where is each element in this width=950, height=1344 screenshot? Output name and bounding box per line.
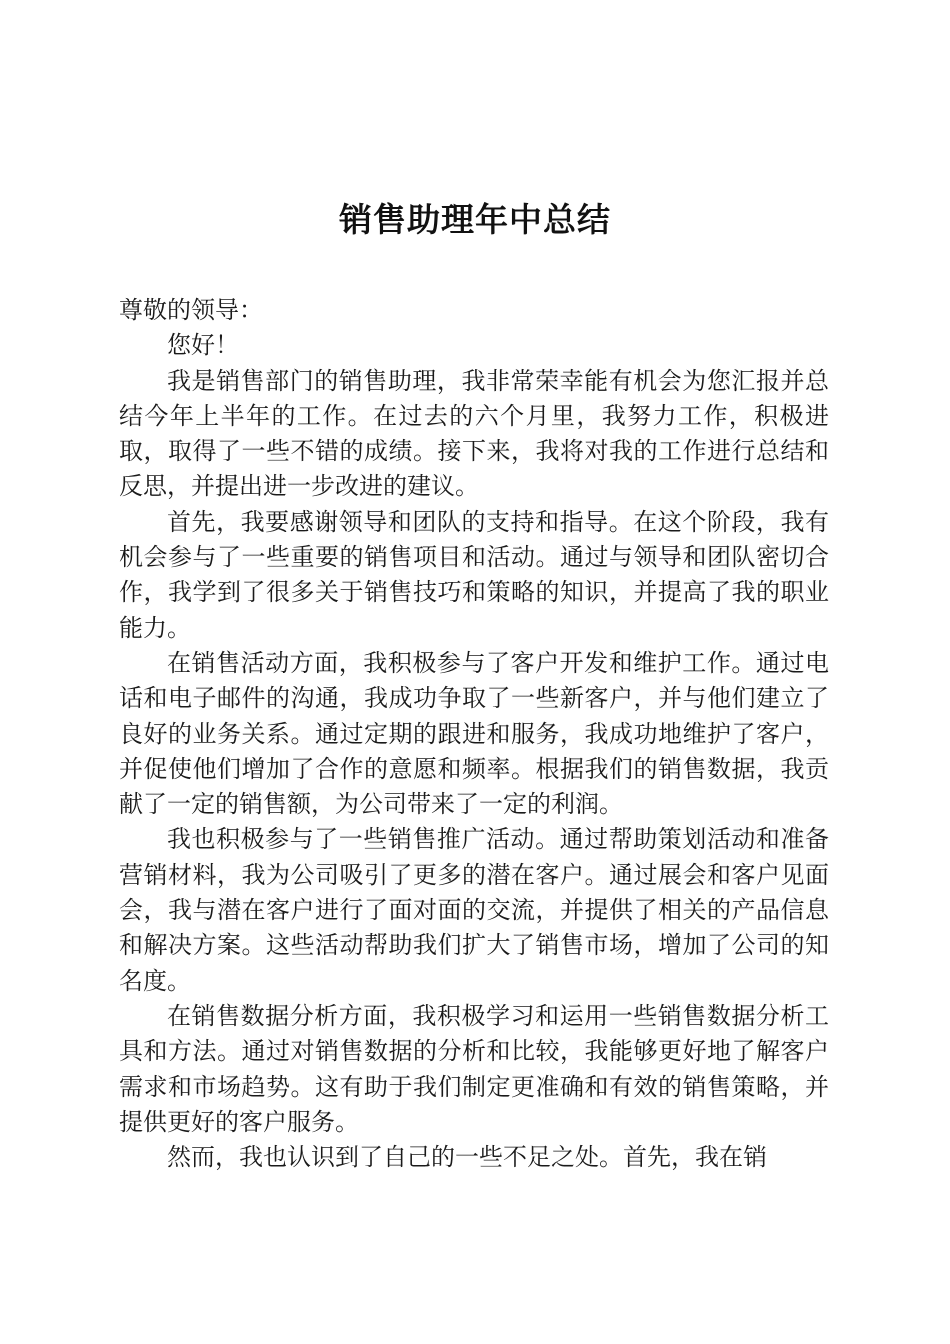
document-title: 销售助理年中总结 bbox=[339, 200, 611, 239]
paragraph-5: 在销售数据分析方面，我积极学习和运用一些销售数据分析工具和方法。通过对销售数据的分析和比较，我能够更好地了解客户需求和市场趋势。这有助于我们制定更准确和有效的销售策略，并提供更好的客户服务。 bbox=[119, 1001, 829, 1136]
paragraph-3: 在销售活动方面，我积极参与了客户开发和维护工作。通过电话和电子邮件的沟通，我成功争取了一些新客户，并与他们建立了良好的业务关系。通过定期的跟进和服务，我成功地维护了客户，并促使他们增加了合作的意愿和频率。根据我们的销售数据，我贡献了一定的销售额，为公司带来了一定的利润。 bbox=[119, 648, 829, 819]
paragraph-2: 首先，我要感谢领导和团队的支持和指导。在这个阶段，我有机会参与了一些重要的销售项目和活动。通过与领导和团队密切合作，我学到了很多关于销售技巧和策略的知识，并提高了我的职业能力。 bbox=[119, 507, 829, 642]
salutation: 尊敬的领导： bbox=[119, 296, 263, 324]
paragraph-6: 然而，我也认识到了自己的一些不足之处。首先，我在销 bbox=[167, 1143, 767, 1172]
paragraph-4: 我也积极参与了一些销售推广活动。通过帮助策划活动和准备营销材料，我为公司吸引了更多的潜在客户。通过展会和客户见面会，我与潜在客户进行了面对面的交流，并提供了相关的产品信息和解决方案。这些活动帮助我们扩大了销售市场，增加了公司的知名度。 bbox=[119, 825, 829, 995]
greeting: 您好！ bbox=[167, 331, 239, 360]
document-body bbox=[119, 293, 829, 1175]
paragraph-1: 我是销售部门的销售助理，我非常荣幸能有机会为您汇报并总结今年上半年的工作。在过去的六个月里，我努力工作，积极进取，取得了一些不错的成绩。接下来，我将对我的工作进行总结和反思，并提出进一步改进的建议。 bbox=[119, 366, 829, 501]
